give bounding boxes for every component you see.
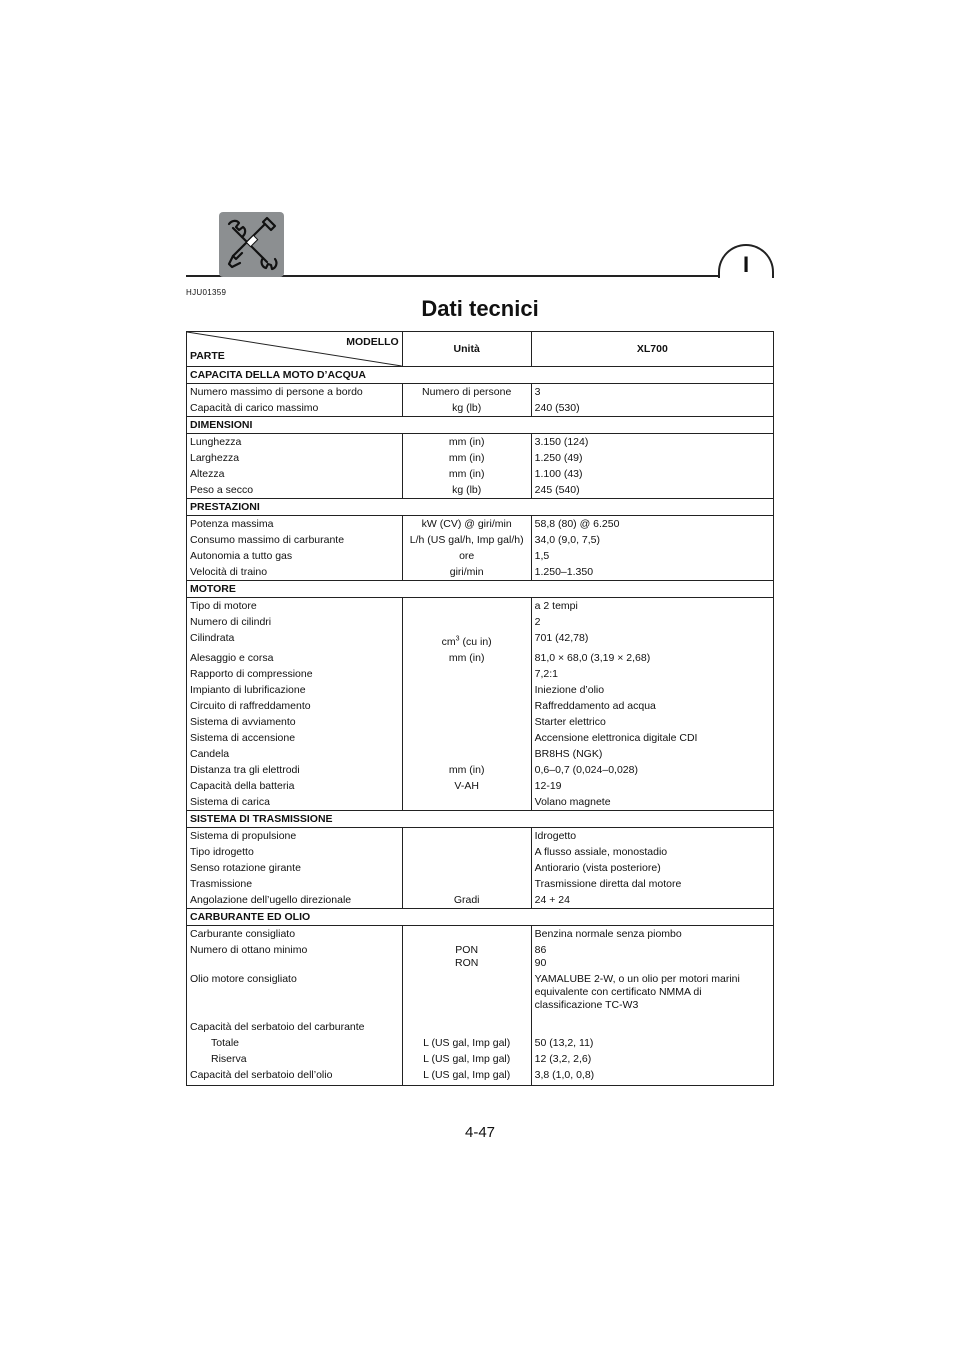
unit-cell: kg (lb)	[402, 400, 531, 417]
unit-cell	[402, 926, 531, 943]
value-cell: A flusso assiale, monostadio	[531, 844, 773, 860]
value-cell: 50 (13,2, 11)	[531, 1035, 773, 1051]
value-cell	[531, 971, 773, 1019]
part-cell: Olio motore consigliato	[187, 971, 403, 1019]
part-cell: Candela	[187, 746, 403, 762]
tools-wrench-screwdriver-icon	[219, 212, 284, 277]
part-cell: Tipo idrogetto	[187, 844, 403, 860]
table-row	[187, 564, 774, 581]
document-code: HJU01359	[186, 288, 227, 297]
unit-cell: L (US gal, Imp gal)	[402, 1067, 531, 1086]
value-line: equivalente con certificato NMMA di	[534, 986, 702, 998]
spec-table	[186, 331, 774, 1086]
table-row	[187, 1035, 774, 1051]
table-row	[187, 926, 774, 943]
part-cell: Sistema di propulsione	[187, 828, 403, 845]
table-row	[187, 434, 774, 451]
value-cell: 3,8 (1,0, 0,8)	[531, 1067, 773, 1086]
header-diagonal-cell	[187, 332, 403, 367]
value-cell: 58,8 (80) @ 6.250	[531, 516, 773, 533]
part-cell: Distanza tra gli elettrodi	[187, 762, 403, 778]
part-cell: Capacità di carico massimo	[187, 400, 403, 417]
value-line: 90	[534, 957, 547, 969]
table-row	[187, 666, 774, 682]
part-cell: Autonomia a tutto gas	[187, 548, 403, 564]
table-row	[187, 466, 774, 482]
part-cell: Rapporto di compressione	[187, 666, 403, 682]
table-row	[187, 778, 774, 794]
table-row	[187, 482, 774, 499]
section-title: SISTEMA DI TRASMISSIONE	[187, 811, 774, 828]
header-part-label: PARTE	[190, 350, 225, 362]
section-header-row	[187, 417, 774, 434]
unit-cell	[402, 971, 531, 1019]
table-row	[187, 1019, 774, 1035]
part-cell: Capacità del serbatoio dell’olio	[187, 1067, 403, 1086]
part-cell: Altezza	[187, 466, 403, 482]
part-cell: Totale	[187, 1035, 403, 1051]
value-cell: BR8HS (NGK)	[531, 746, 773, 762]
section-header-row	[187, 581, 774, 598]
table-row	[187, 516, 774, 533]
unit-cell: mm (in)	[402, 762, 531, 778]
unit-base: cm	[441, 636, 456, 648]
part-cell: Peso a secco	[187, 482, 403, 499]
table-row	[187, 828, 774, 845]
value-cell: 245 (540)	[531, 482, 773, 499]
part-cell: Numero di ottano minimo	[187, 942, 403, 971]
value-cell: 24 + 24	[531, 892, 773, 909]
table-row	[187, 532, 774, 548]
value-cell: 12 (3,2, 2,6)	[531, 1051, 773, 1067]
value-cell: Antiorario (vista posteriore)	[531, 860, 773, 876]
table-header-row	[187, 332, 774, 367]
value-cell: Idrogetto	[531, 828, 773, 845]
unit-cell	[402, 698, 531, 714]
unit-cell: V-AH	[402, 778, 531, 794]
part-cell: Senso rotazione girante	[187, 860, 403, 876]
table-row	[187, 1051, 774, 1067]
value-cell: 701 (42,78)	[531, 630, 773, 650]
part-cell: Sistema di carica	[187, 794, 403, 811]
part-cell: Trasmissione	[187, 876, 403, 892]
unit-cell	[402, 942, 531, 971]
table-row	[187, 384, 774, 401]
unit-cell	[402, 730, 531, 746]
part-cell: Larghezza	[187, 450, 403, 466]
table-row	[187, 548, 774, 564]
value-cell: 7,2:1	[531, 666, 773, 682]
part-cell: Sistema di accensione	[187, 730, 403, 746]
page-title: Dati tecnici	[421, 296, 539, 321]
value-line: 86	[534, 944, 547, 956]
part-cell: Riserva	[187, 1051, 403, 1067]
value-cell: 34,0 (9,0, 7,5)	[531, 532, 773, 548]
value-cell: Trasmissione diretta dal motore	[531, 876, 773, 892]
value-cell: 12-19	[531, 778, 773, 794]
unit-cell	[402, 1019, 531, 1035]
table-row	[187, 730, 774, 746]
part-cell: Carburante consigliato	[187, 926, 403, 943]
part-cell: Lunghezza	[187, 434, 403, 451]
unit-cell: L (US gal, Imp gal)	[402, 1051, 531, 1067]
value-cell	[531, 942, 773, 971]
header-unit-label: Unità	[402, 332, 531, 367]
unit-cell: mm (in)	[402, 466, 531, 482]
part-cell: Potenza massima	[187, 516, 403, 533]
table-row	[187, 630, 774, 650]
unit-cell: kW (CV) @ giri/min	[402, 516, 531, 533]
unit-superscript: 3	[455, 635, 460, 643]
value-cell: 3	[531, 384, 773, 401]
unit-cell: kg (lb)	[402, 482, 531, 499]
value-cell: 1,5	[531, 548, 773, 564]
value-cell: 81,0 × 68,0 (3,19 × 2,68)	[531, 650, 773, 666]
unit-cell	[402, 614, 531, 630]
value-cell: Raffreddamento ad acqua	[531, 698, 773, 714]
value-cell: 1.100 (43)	[531, 466, 773, 482]
unit-cell	[402, 714, 531, 730]
value-cell: Volano magnete	[531, 794, 773, 811]
unit-cell: ore	[402, 548, 531, 564]
value-cell: a 2 tempi	[531, 598, 773, 615]
unit-cell: Gradi	[402, 892, 531, 909]
table-row	[187, 400, 774, 417]
table-row	[187, 614, 774, 630]
unit-rest: (cu in)	[459, 636, 492, 648]
part-cell: Impianto di lubrificazione	[187, 682, 403, 698]
unit-cell	[402, 828, 531, 845]
unit-cell	[402, 682, 531, 698]
part-cell: Capacità della batteria	[187, 778, 403, 794]
table-row	[187, 971, 774, 1019]
table-row	[187, 450, 774, 466]
value-cell: Iniezione d’olio	[531, 682, 773, 698]
value-cell	[531, 1019, 773, 1035]
part-cell: Circuito di raffreddamento	[187, 698, 403, 714]
unit-cell	[402, 844, 531, 860]
unit-cell	[402, 666, 531, 682]
table-row	[187, 598, 774, 615]
section-title: CAPACITA DELLA MOTO D’ACQUA	[187, 367, 774, 384]
unit-cell	[402, 876, 531, 892]
section-header-row	[187, 499, 774, 516]
part-cell: Tipo di motore	[187, 598, 403, 615]
part-cell: Velocità di traino	[187, 564, 403, 581]
language-badge: I	[718, 244, 774, 278]
unit-cell	[402, 630, 531, 650]
table-row	[187, 714, 774, 730]
value-line: YAMALUBE 2-W, o un olio per motori marini	[534, 973, 740, 985]
value-cell: Starter elettrico	[531, 714, 773, 730]
table-row	[187, 942, 774, 971]
part-cell: Angolazione dell’ugello direzionale	[187, 892, 403, 909]
page-number: 4-47	[464, 1124, 496, 1141]
value-cell: 1.250 (49)	[531, 450, 773, 466]
unit-cell	[402, 794, 531, 811]
unit-cell	[402, 598, 531, 615]
section-title: MOTORE	[187, 581, 774, 598]
unit-cell: mm (in)	[402, 434, 531, 451]
table-row	[187, 860, 774, 876]
section-title: PRESTAZIONI	[187, 499, 774, 516]
unit-cell: mm (in)	[402, 450, 531, 466]
part-cell: Numero massimo di persone a bordo	[187, 384, 403, 401]
part-cell: Consumo massimo di carburante	[187, 532, 403, 548]
table-row	[187, 794, 774, 811]
unit-line: RON	[455, 957, 479, 969]
unit-cell	[402, 746, 531, 762]
unit-line: PON	[455, 944, 479, 956]
table-row	[187, 844, 774, 860]
value-cell: 2	[531, 614, 773, 630]
section-title: CARBURANTE ED OLIO	[187, 909, 774, 926]
part-cell: Capacità del serbatoio del carburante	[187, 1019, 403, 1035]
table-row	[187, 682, 774, 698]
unit-cell: Numero di persone	[402, 384, 531, 401]
unit-cell: giri/min	[402, 564, 531, 581]
unit-cell	[402, 860, 531, 876]
value-cell: 3.150 (124)	[531, 434, 773, 451]
table-row	[187, 762, 774, 778]
part-cell: Cilindrata	[187, 630, 403, 650]
unit-cell: L/h (US gal/h, Imp gal/h)	[402, 532, 531, 548]
part-cell: Alesaggio e corsa	[187, 650, 403, 666]
value-cell: Benzina normale senza piombo	[531, 926, 773, 943]
section-header-row	[187, 811, 774, 828]
value-cell: 0,6–0,7 (0,024–0,028)	[531, 762, 773, 778]
table-row	[187, 876, 774, 892]
section-header-row	[187, 909, 774, 926]
unit-cell: L (US gal, Imp gal)	[402, 1035, 531, 1051]
section-title: DIMENSIONI	[187, 417, 774, 434]
section-header-row	[187, 367, 774, 384]
value-line: classificazione TC-W3	[534, 999, 639, 1011]
table-row	[187, 698, 774, 714]
value-cell: 240 (530)	[531, 400, 773, 417]
value-cell: 1.250–1.350	[531, 564, 773, 581]
header-model-name: XL700	[531, 332, 773, 367]
value-cell: Accensione elettronica digitale CDI	[531, 730, 773, 746]
header-model-label: MODELLO	[346, 336, 399, 348]
table-row	[187, 650, 774, 666]
table-row	[187, 746, 774, 762]
table-row	[187, 1067, 774, 1086]
part-cell: Sistema di avviamento	[187, 714, 403, 730]
table-row	[187, 892, 774, 909]
unit-cell: mm (in)	[402, 650, 531, 666]
part-cell: Numero di cilindri	[187, 614, 403, 630]
